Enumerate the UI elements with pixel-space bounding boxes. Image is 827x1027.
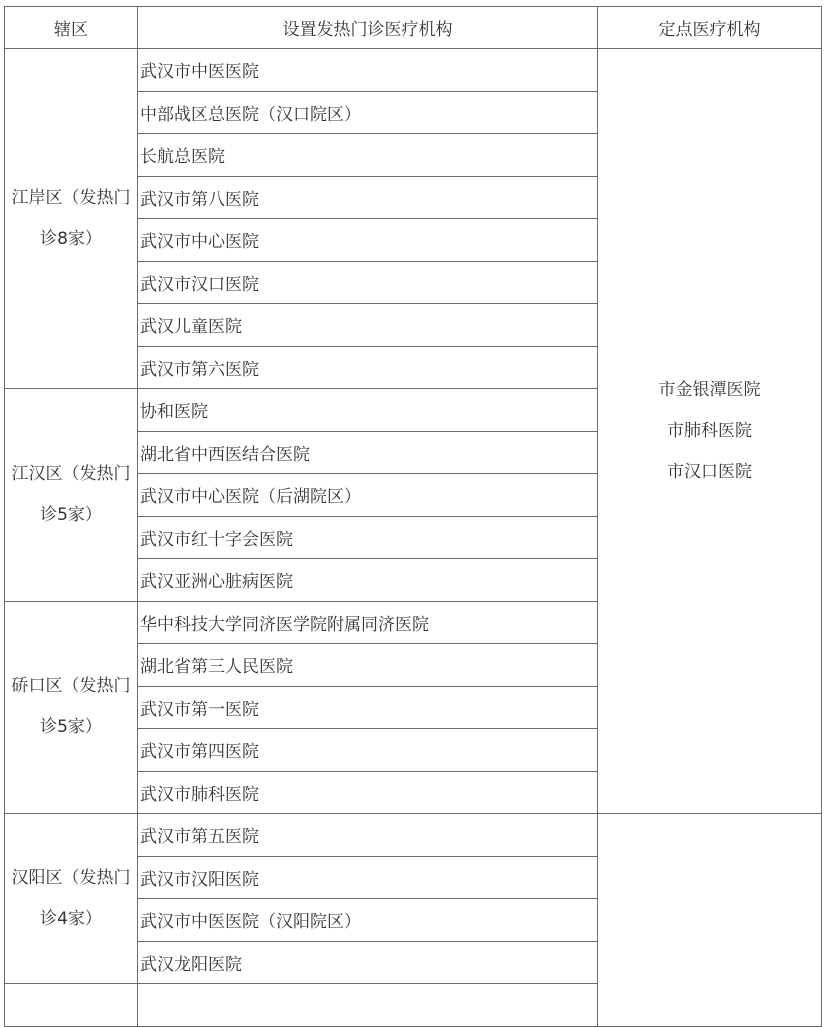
hospital-cell: 长航总医院 <box>138 134 598 177</box>
header-fever-clinics: 设置发热门诊医疗机构 <box>138 7 598 49</box>
hospital-cell: 武汉市第四医院 <box>138 729 598 772</box>
district-cell-jianghan <box>5 389 138 602</box>
designated-cell-empty <box>598 814 822 1027</box>
district-count: 诊5家） <box>40 717 102 738</box>
district-cell-partial <box>5 984 138 1027</box>
hospital-cell: 武汉亚洲心脏病医院 <box>138 559 598 602</box>
header-designated: 定点医疗机构 <box>598 7 822 49</box>
hospital-cell: 华中科技大学同济医学院附属同济医院 <box>138 601 598 644</box>
district-cell-qiaokou <box>5 601 138 814</box>
district-count: 诊8家） <box>40 228 102 249</box>
hospital-cell: 武汉市汉口医院 <box>138 261 598 304</box>
designated-cell <box>598 49 822 814</box>
hospital-cell: 武汉市中心医院（后湖院区） <box>138 474 598 517</box>
hospital-cell: 武汉市肺科医院 <box>138 771 598 814</box>
designated-hospital: 市肺科医院 <box>667 420 752 441</box>
table-row <box>5 814 822 857</box>
hospital-cell: 协和医院 <box>138 389 598 432</box>
hospital-cell-partial <box>138 984 598 1027</box>
hospital-cell: 武汉市汉阳医院 <box>138 856 598 899</box>
hospital-cell: 武汉儿童医院 <box>138 304 598 347</box>
district-count: 诊5家） <box>40 504 102 525</box>
header-district: 辖区 <box>5 7 138 49</box>
district-name: 江岸区（发热门 <box>11 187 131 208</box>
hospital-cell: 武汉市中医医院（汉阳院区） <box>138 899 598 942</box>
district-cell-hanyang <box>5 814 138 984</box>
hospital-cell: 武汉市第五医院 <box>138 814 598 857</box>
hospital-cell: 武汉市中心医院 <box>138 219 598 262</box>
hospital-cell: 中部战区总医院（汉口院区） <box>138 91 598 134</box>
hospital-cell: 武汉市红十字会医院 <box>138 516 598 559</box>
district-name: 硚口区（发热门 <box>11 676 131 697</box>
hospital-cell: 武汉市第六医院 <box>138 346 598 389</box>
district-name: 江汉区（发热门 <box>11 463 131 484</box>
fever-clinic-table <box>4 6 822 1027</box>
designated-hospital: 市金银潭医院 <box>658 379 761 400</box>
designated-hospital: 市汉口医院 <box>667 461 752 482</box>
district-name: 汉阳区（发热门 <box>11 867 131 888</box>
hospital-cell: 湖北省第三人民医院 <box>138 644 598 687</box>
district-count: 诊4家） <box>40 908 102 929</box>
hospital-cell: 武汉市第一医院 <box>138 686 598 729</box>
hospital-cell: 武汉市中医医院 <box>138 49 598 92</box>
district-cell-jiangan <box>5 49 138 389</box>
table-header-row <box>5 7 822 49</box>
table-row <box>5 49 822 92</box>
hospital-cell: 湖北省中西医结合医院 <box>138 431 598 474</box>
hospital-cell: 武汉市第八医院 <box>138 176 598 219</box>
hospital-cell: 武汉龙阳医院 <box>138 941 598 984</box>
